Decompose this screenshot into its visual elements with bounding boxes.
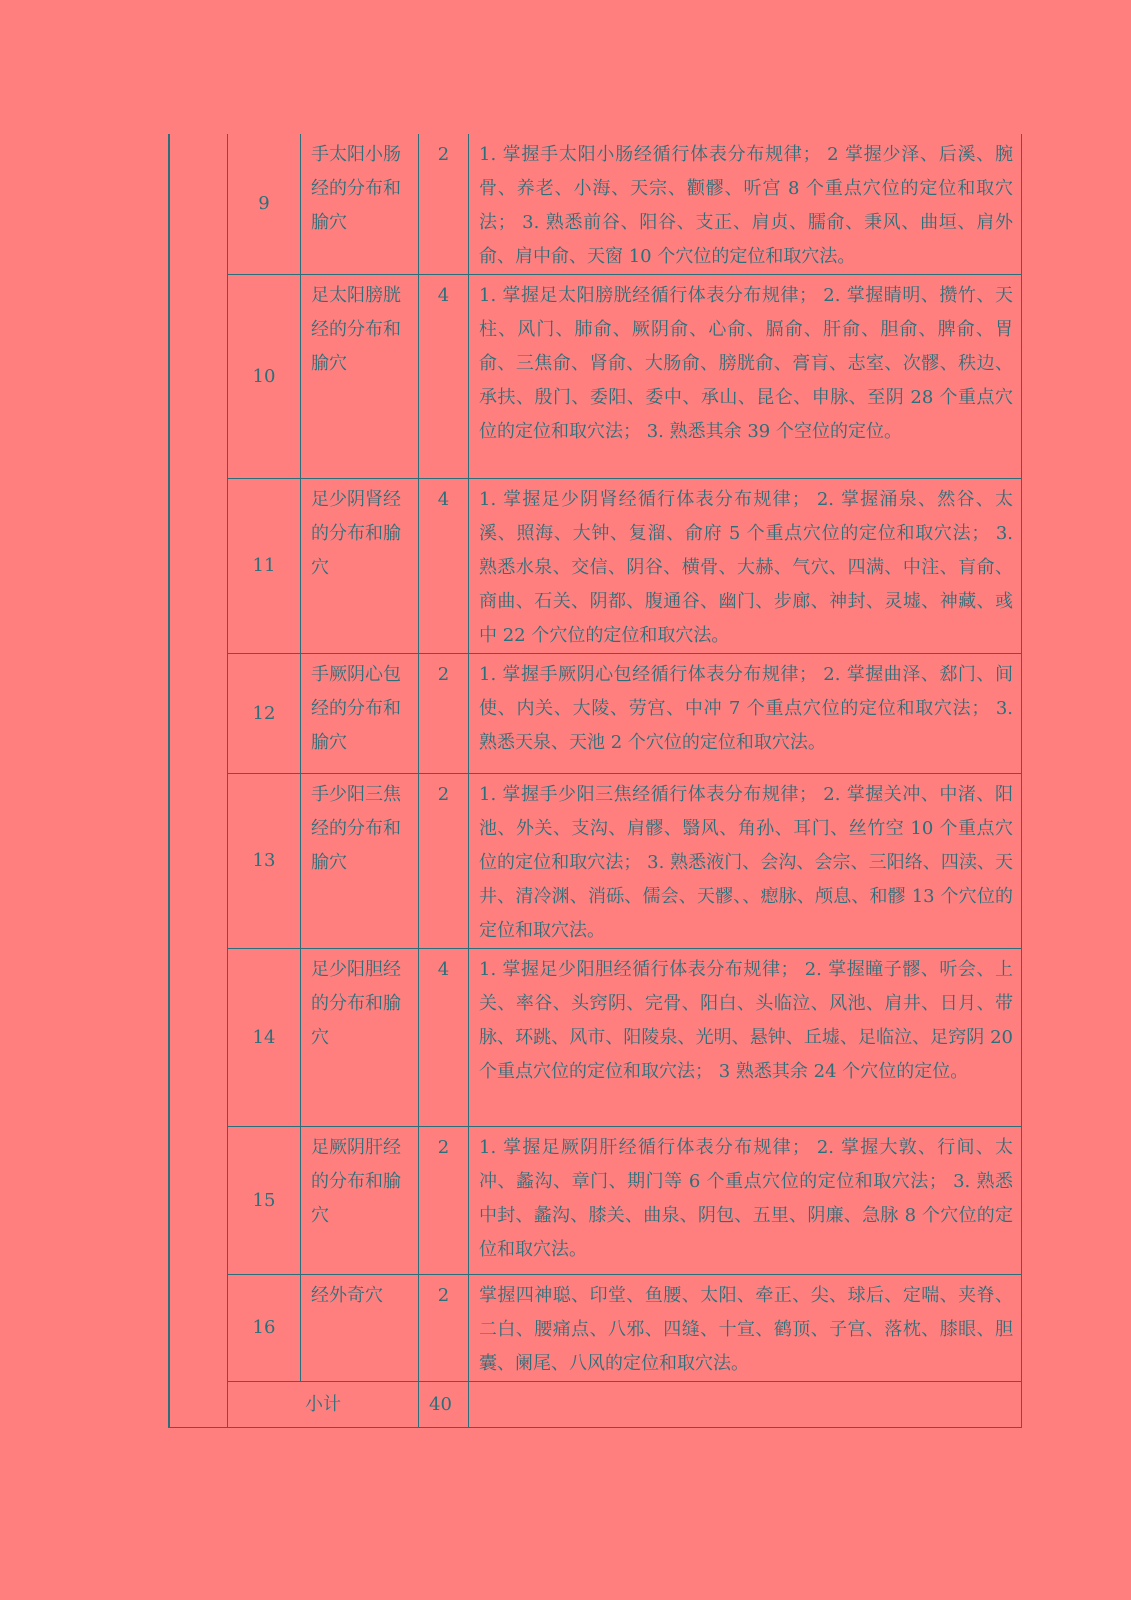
table-row: [170, 949, 1022, 1127]
row-number: 13: [228, 774, 301, 949]
row-number: 15: [228, 1127, 301, 1275]
hours-cell: 2: [419, 1127, 469, 1275]
requirement-text: 掌握四神聪、印堂、鱼腰、太阳、牵正、尖、球后、定喘、夹脊、二白、腰痛点、八邪、四缝、十宣、鹤顶、子宫、落枕、膝眼、胆囊、阑尾、八风的定位和取穴法。: [469, 1275, 1022, 1382]
syllabus-table: [170, 134, 1022, 1428]
subtotal-label: 小计: [228, 1382, 419, 1428]
table-row: [170, 479, 1022, 654]
topic-name: 手少阳三焦经的分布和腧穴: [301, 774, 419, 949]
requirement-text: 1. 掌握手少阳三焦经循行体表分布规律； 2. 掌握关冲、中渚、阳池、外关、支沟、肩髎、翳风、角孙、耳门、丝竹空 10 个重点穴位的定位和取穴法； 3. 熟悉液门、会沟、会宗、三阳络、四渎、天井、清冷渊、消砾、儒会、天髎、、瘛脉、颅息、和髎 13 个穴位的定位和取穴法。: [469, 774, 1022, 949]
table-row: [170, 1127, 1022, 1275]
row-number: 9: [228, 134, 301, 275]
row-number: 16: [228, 1275, 301, 1382]
requirement-text: 1. 掌握足太阳膀胱经循行体表分布规律； 2. 掌握睛明、攒竹、天柱、风门、肺俞、厥阴俞、心俞、膈俞、肝俞、胆俞、脾俞、胃俞、三焦俞、肾俞、大肠俞、膀胱俞、膏肓、志室、次髎、秩边、承扶、殷门、委阳、委中、承山、昆仑、申脉、至阴 28 个重点穴位的定位和取穴法； 3. 熟悉其余 39 个空位的定位。: [469, 275, 1022, 479]
table-row: [170, 1275, 1022, 1382]
hours-cell: 4: [419, 479, 469, 654]
topic-name: 手太阳小肠经的分布和腧穴: [301, 134, 419, 275]
requirement-text: 1. 掌握手厥阴心包经循行体表分布规律； 2. 掌握曲泽、郄门、间使、内关、大陵、劳宫、中冲 7 个重点穴位的定位和取穴法； 3. 熟悉天泉、天池 2 个穴位的定位和取穴法。: [469, 654, 1022, 774]
topic-name: 足少阳胆经的分布和腧穴: [301, 949, 419, 1127]
subtotal-row: [170, 1382, 1022, 1428]
syllabus-table-page: [168, 134, 1022, 1428]
row-number: 14: [228, 949, 301, 1127]
subtotal-hours: 40: [419, 1382, 469, 1428]
requirement-text: 1. 掌握足少阳胆经循行体表分布规律； 2. 掌握瞳子髎、听会、上关、率谷、头窍阴、完骨、阳白、头临泣、风池、肩井、日月、带脉、环跳、风市、阳陵泉、光明、悬钟、丘墟、足临泣、足窍阴 20 个重点穴位的定位和取穴法； 3 熟悉其余 24 个穴位的定位。: [469, 949, 1022, 1127]
category-column: [170, 134, 228, 1428]
hours-cell: 2: [419, 774, 469, 949]
requirement-text: 1. 掌握足少阴肾经循行体表分布规律； 2. 掌握涌泉、然谷、太溪、照海、大钟、复溜、俞府 5 个重点穴位的定位和取穴法； 3. 熟悉水泉、交信、阴谷、横骨、大赫、气穴、四满、中注、肓俞、商曲、石关、阴都、腹通谷、幽门、步廊、神封、灵墟、神藏、彧中 22 个穴位的定位和取穴法。: [469, 479, 1022, 654]
requirement-text: 1. 掌握手太阳小肠经循行体表分布规律； 2 掌握少泽、后溪、腕骨、养老、小海、天宗、颧髎、听宫 8 个重点穴位的定位和取穴法； 3. 熟悉前谷、阳谷、支正、肩贞、臑俞、秉风、曲垣、肩外俞、肩中俞、天窗 10 个穴位的定位和取穴法。: [469, 134, 1022, 275]
topic-name: 足厥阴肝经的分布和腧穴: [301, 1127, 419, 1275]
requirement-text: 1. 掌握足厥阴肝经循行体表分布规律； 2. 掌握大敦、行间、太冲、蠡沟、章门、期门等 6 个重点穴位的定位和取穴法； 3. 熟悉中封、蠡沟、膝关、曲泉、阴包、五里、阴廉、急脉 8 个穴位的定位和取穴法。: [469, 1127, 1022, 1275]
table-row: [170, 275, 1022, 479]
topic-name: 足少阴肾经的分布和腧穴: [301, 479, 419, 654]
hours-cell: 4: [419, 949, 469, 1127]
hours-cell: 4: [419, 275, 469, 479]
hours-cell: 2: [419, 654, 469, 774]
table-row: [170, 654, 1022, 774]
topic-name: 经外奇穴: [301, 1275, 419, 1382]
topic-name: 手厥阴心包经的分布和腧穴: [301, 654, 419, 774]
subtotal-empty-cell: [469, 1382, 1022, 1428]
row-number: 12: [228, 654, 301, 774]
table-row: [170, 774, 1022, 949]
row-number: 10: [228, 275, 301, 479]
table-row: [170, 134, 1022, 275]
hours-cell: 2: [419, 1275, 469, 1382]
row-number: 11: [228, 479, 301, 654]
hours-cell: 2: [419, 134, 469, 275]
topic-name: 足太阳膀胱经的分布和腧穴: [301, 275, 419, 479]
